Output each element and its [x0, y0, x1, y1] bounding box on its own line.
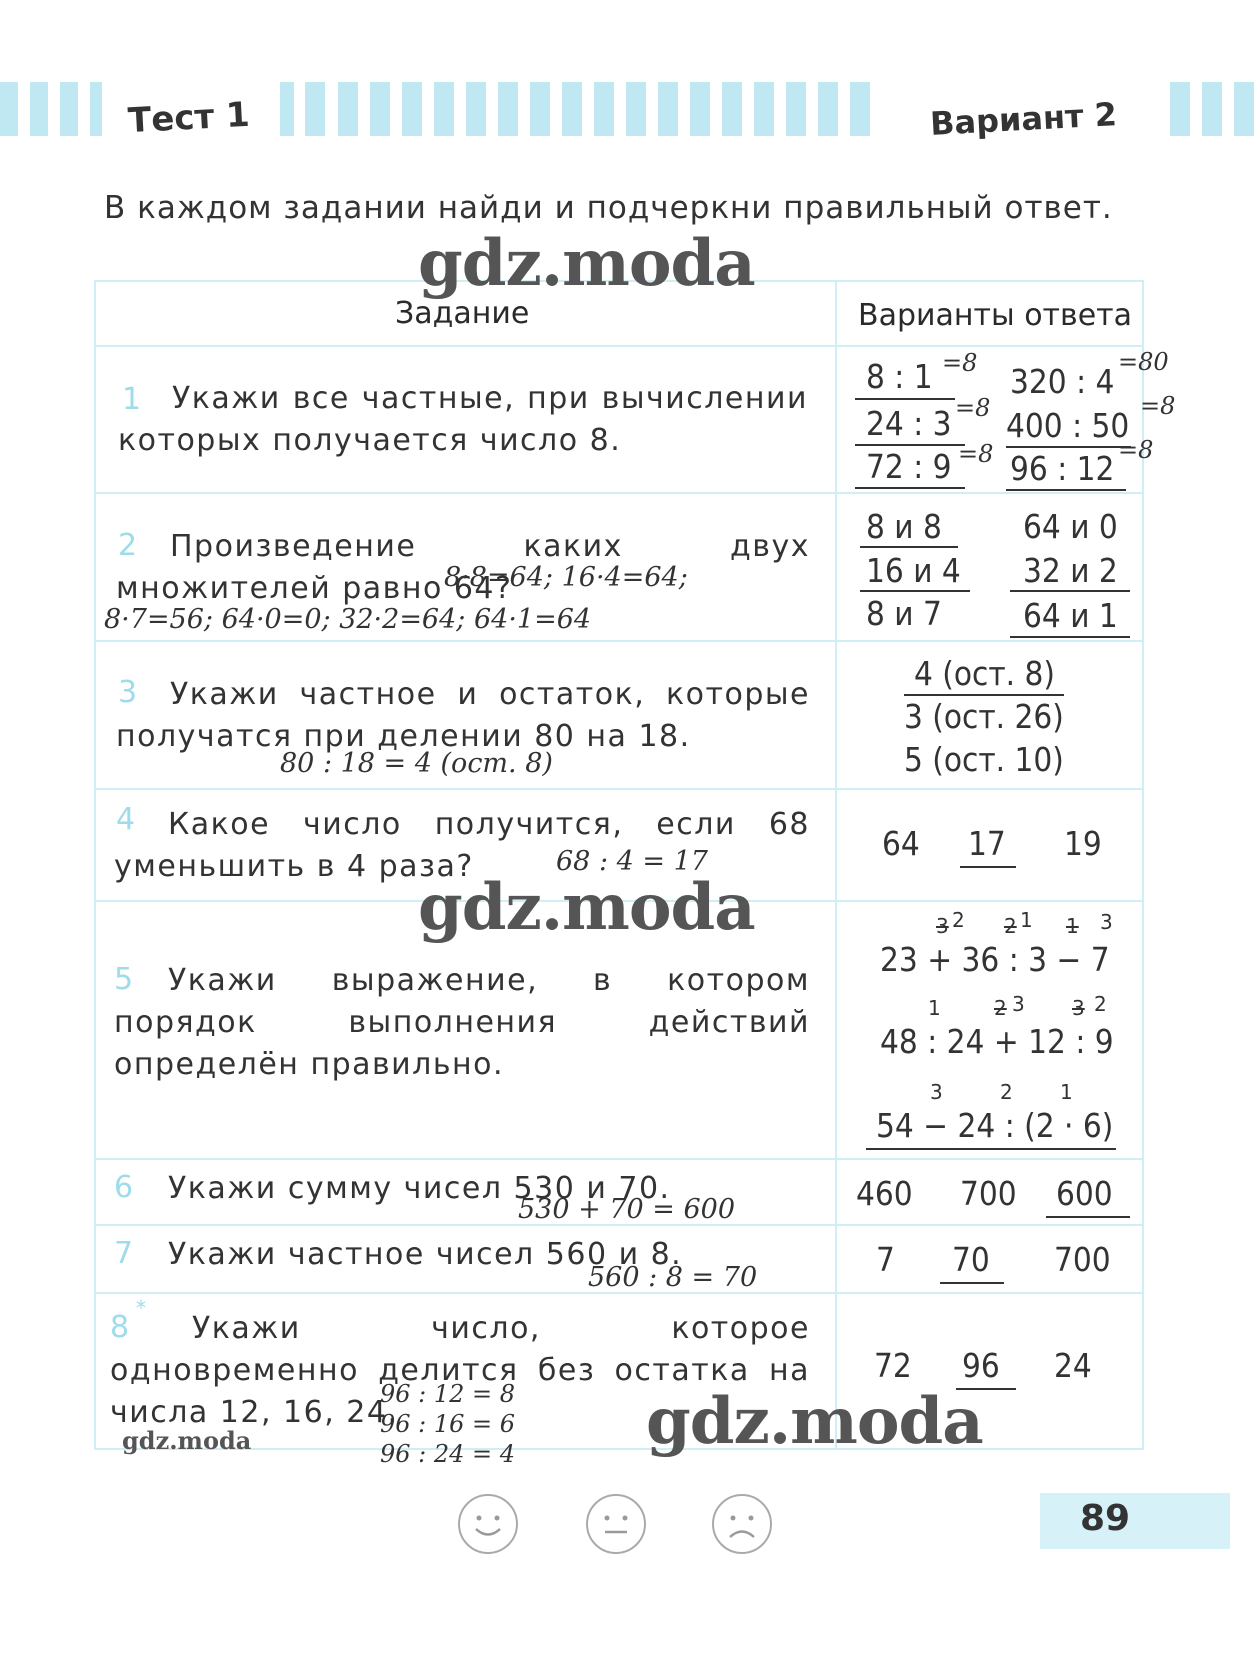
handwritten-note: 80 : 18 = 4 (ост. 8): [280, 748, 553, 779]
handwritten-note: =8: [1140, 392, 1176, 420]
answer-underline: [866, 1148, 1116, 1150]
handwritten-note: =8: [942, 349, 978, 377]
answer-option[interactable]: 3 (ост. 26): [904, 697, 1064, 736]
answer-underline: [1046, 1216, 1130, 1218]
answer-option[interactable]: 8 и 7: [866, 594, 942, 633]
variant-label: Вариант 2: [929, 95, 1118, 143]
task-number: 8: [110, 1310, 130, 1345]
answer-option[interactable]: 70: [952, 1240, 990, 1279]
page-number: 89: [1080, 1498, 1131, 1539]
order-mark: 3: [936, 914, 949, 938]
answer-underline: [855, 444, 965, 446]
task-text: Укажи частное чисел 560 и 8.: [168, 1237, 683, 1272]
handwritten-note: 8·7=56; 64·0=0; 32·2=64; 64·1=64: [104, 604, 592, 635]
watermark: gdz.moda: [418, 870, 755, 945]
answer-option[interactable]: 32 и 2: [1023, 551, 1118, 590]
answer-option[interactable]: 54 − 24 : (2 · 6): [876, 1106, 1114, 1145]
answer-underline: [904, 694, 1064, 696]
column-header-task: Задание: [395, 296, 530, 331]
answer-option[interactable]: 72: [874, 1346, 912, 1385]
order-mark: 3: [1100, 910, 1113, 934]
task-number: 7: [114, 1236, 134, 1271]
neutral-face-icon[interactable]: [586, 1494, 646, 1554]
order-mark: 1: [1020, 908, 1033, 932]
answer-option[interactable]: 19: [1064, 824, 1102, 863]
watermark: gdz.moda: [418, 226, 755, 301]
answer-option[interactable]: 4 (ост. 8): [914, 654, 1055, 693]
answer-option[interactable]: 24 : 3: [866, 404, 952, 443]
answer-option[interactable]: 64 и 0: [1023, 507, 1118, 546]
answer-option[interactable]: 64: [882, 824, 920, 863]
smile-face-icon[interactable]: [458, 1494, 518, 1554]
answer-option[interactable]: 24: [1054, 1346, 1092, 1385]
watermark: gdz.moda: [122, 1426, 252, 1455]
answer-underline: [1006, 446, 1131, 448]
answer-underline: [940, 1282, 1004, 1284]
answer-underline: [855, 398, 955, 400]
order-mark: 1: [1060, 1080, 1073, 1104]
answer-option[interactable]: 320 : 4: [1010, 362, 1115, 401]
instruction: В каждом задании найди и подчеркни правильный ответ.: [104, 190, 1113, 226]
handwritten-note: =80: [1118, 348, 1169, 376]
answer-option[interactable]: 700: [960, 1174, 1017, 1213]
task-text: Укажи сумму чисел 530 и 70.: [168, 1171, 671, 1206]
handwritten-note: 560 : 8 = 70: [588, 1262, 758, 1293]
test-label: Тест 1: [127, 94, 251, 142]
column-header-answers: Варианты ответа: [858, 298, 1133, 333]
answer-option[interactable]: 7: [876, 1240, 895, 1279]
task-number: 4: [116, 802, 136, 837]
task-number: 2: [118, 528, 138, 563]
handwritten-note: 96 : 24 = 4: [380, 1440, 516, 1468]
order-mark: 2: [952, 908, 965, 932]
answer-option[interactable]: 96 : 12: [1010, 449, 1115, 488]
order-mark: 2: [1094, 992, 1107, 1016]
answer-option[interactable]: 48 : 24 + 12 : 9: [880, 1022, 1114, 1061]
answer-option[interactable]: 8 : 1: [866, 357, 933, 396]
task-number: 5: [114, 962, 134, 997]
task-number: 1: [122, 382, 142, 417]
handwritten-note: =8: [1118, 436, 1154, 464]
order-mark: 2: [1004, 914, 1017, 938]
task-text: Укажи частное и остаток, которые получатся при делении 80 на 18.: [116, 677, 810, 754]
answer-option[interactable]: 5 (ост. 10): [904, 740, 1064, 779]
answer-underline: [960, 866, 1016, 868]
handwritten-note: =8: [955, 394, 991, 422]
task-text: Какое число получится, если 68 уменьшить в 4 раза?: [114, 807, 810, 884]
task-text: Произведение каких двух множителей равно 64?: [116, 529, 810, 606]
watermark: gdz.moda: [646, 1384, 983, 1459]
page-number-background: [1040, 1493, 1230, 1549]
handwritten-note: =8: [958, 440, 994, 468]
answer-underline: [1006, 489, 1126, 491]
answer-option[interactable]: 64 и 1: [1023, 596, 1118, 635]
answer-underline: [860, 546, 958, 548]
order-mark: 2: [1000, 1080, 1013, 1104]
answer-option[interactable]: 600: [1056, 1174, 1113, 1213]
handwritten-note: 8·8=64; 16·4=64;: [444, 562, 688, 593]
handwritten-note: 96 : 16 = 6: [380, 1410, 516, 1438]
order-mark: 3: [1012, 992, 1025, 1016]
answer-option[interactable]: 17: [968, 824, 1006, 863]
task-number: 3: [118, 675, 138, 710]
task-text: Укажи все частные, при вычислении которых получается число 8.: [118, 381, 808, 458]
answer-option[interactable]: 16 и 4: [866, 551, 961, 590]
answer-underline: [855, 487, 965, 489]
order-mark: 1: [928, 996, 941, 1020]
order-mark: 3: [930, 1080, 943, 1104]
answer-option[interactable]: 8 и 8: [866, 507, 942, 546]
task-star: *: [136, 1296, 146, 1320]
task-text: Укажи число, которое одновременно делится без остатка на числа 12, 16, 24.: [110, 1311, 810, 1430]
handwritten-note: 68 : 4 = 17: [556, 846, 708, 877]
task-number: 6: [114, 1170, 134, 1205]
answer-option[interactable]: 460: [856, 1174, 913, 1213]
order-mark: 2: [994, 996, 1007, 1020]
order-mark: 3: [1072, 996, 1085, 1020]
sad-face-icon[interactable]: [712, 1494, 772, 1554]
answer-option[interactable]: 700: [1054, 1240, 1111, 1279]
order-mark: 1: [1066, 914, 1079, 938]
task-text: Укажи выражение, в котором порядок выполнения действий определён правильно.: [114, 963, 810, 1082]
handwritten-note: 96 : 12 = 8: [380, 1380, 516, 1408]
answer-option[interactable]: 400 : 50: [1006, 406, 1130, 445]
answer-underline: [860, 590, 970, 592]
answer-underline: [1010, 636, 1130, 638]
answer-option[interactable]: 72 : 9: [866, 447, 952, 486]
handwritten-note: 530 + 70 = 600: [518, 1194, 736, 1225]
answer-option[interactable]: 96: [962, 1346, 1000, 1385]
answer-option[interactable]: 23 + 36 : 3 − 7: [880, 940, 1110, 979]
answer-underline: [1010, 590, 1130, 592]
